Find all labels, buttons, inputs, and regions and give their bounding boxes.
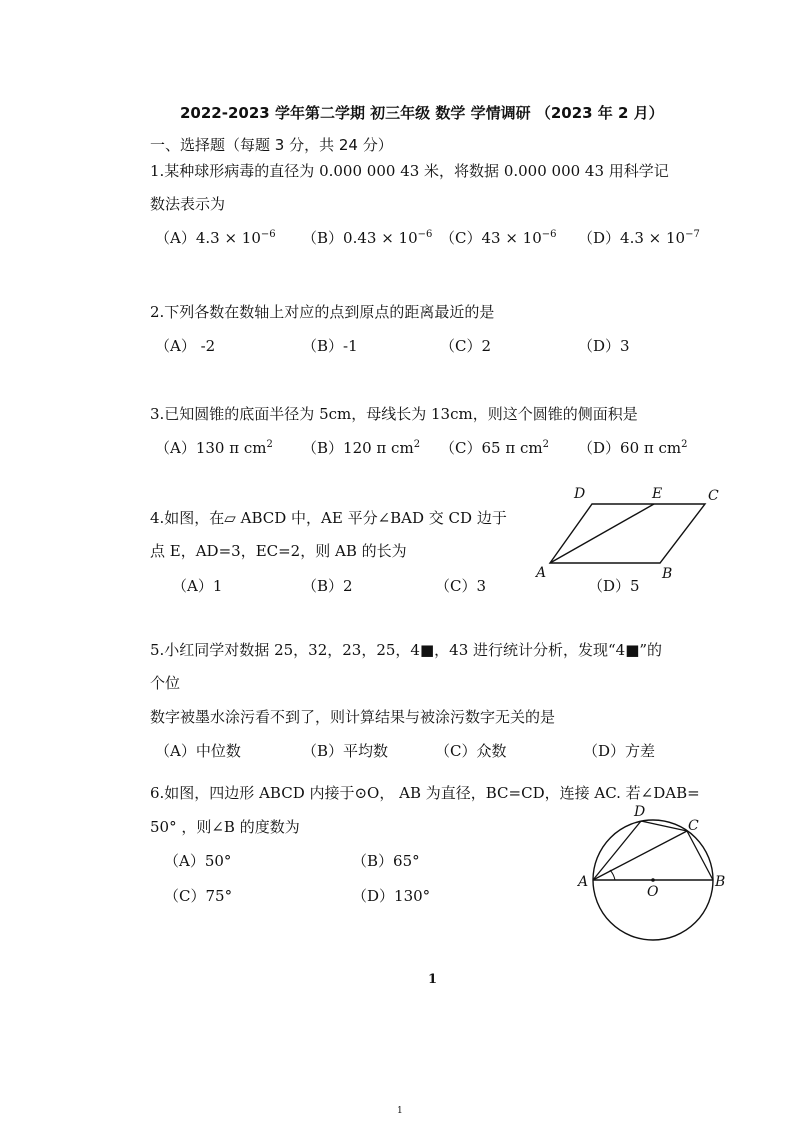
vertex-label-a: A [536,565,547,581]
page-number: 1 [428,972,438,987]
question-5-line-1: 5.小红同学对数据 25，32，23，25，4■，43 进行统计分析，发现“4■”的 [150,641,663,659]
option-d: $(D)4.3 \times 10^{-7}$ [578,229,700,247]
option-d: （D）方差 [583,742,656,760]
option-c: （C）65 π $cm^2$ [440,439,549,457]
circle-figure [570,800,740,960]
angle-mark [610,870,615,880]
vertex-label-d: D [574,486,586,502]
option-b: （B）平均数 [302,742,389,760]
option-c: （C）2 [440,337,492,355]
option-c: （C）75° [164,887,233,905]
option-b: （B）2 [302,577,353,595]
vertex-label-c: C [688,818,699,834]
question-3-stem: 3.已知圆锥的底面半径为 5cm，母线长为 13cm，则这个圆锥的侧面积是 [150,405,638,423]
center-point-o [651,878,655,882]
option-c: $(C)43 \times 10^{-6}$ [440,229,557,247]
option-d: （D）60 π $cm^2$ [578,439,688,457]
option-a: （A）1 [172,577,223,595]
chord-ac [593,831,687,880]
option-b: （B）65° [352,852,420,870]
option-d: （D）5 [588,577,640,595]
option-b: （B）120 π $cm^2$ [302,439,421,457]
question-1-line-2: 数法表示为 [150,195,226,213]
exam-title: 2022-2023 学年第二学期 初三年级 数学 学情调研 （2023 年 2 月） [180,104,664,122]
segment-ae [550,504,654,563]
parallelogram-abcd [550,504,705,563]
option-c: （C）众数 [435,742,507,760]
vertex-label-a: A [578,874,589,890]
option-a: （A）50° [164,852,232,870]
vertex-label-c: C [708,488,719,504]
option-d: （D）130° [352,887,431,905]
question-1-line-1: 1.某种球形病毒的直径为 0.000 000 43 米，将数据 0.000 000 43 用科学记 [150,162,669,180]
option-b: $(B)0.43 \times 10^{-6}$ [302,229,433,247]
option-c: （C）3 [435,577,487,595]
option-a: （A） -2 [155,337,216,355]
question-5-line-2: 个位 [150,674,181,692]
question-5-line-3: 数字被墨水涂污看不到了，则计算结果与被涂污数字无关的是 [150,708,556,726]
vertex-label-b: B [662,566,673,582]
question-4-line-2: 点 E，AD=3，EC=2，则 AB 的长为 [150,542,407,560]
option-a: $(A)4.3 \times 10^{-6}$ [155,229,276,247]
option-a: （A）130 π $cm^2$ [155,439,273,457]
question-2-stem: 2.下列各数在数轴上对应的点到原点的距离最近的是 [150,303,495,321]
question-6-line-2: 50° ，则∠B 的度数为 [150,818,300,836]
option-d: （D）3 [578,337,630,355]
small-page-number: 1 [397,1106,403,1116]
question-6-line-1: 6.如图，四边形 ABCD 内接于⊙O， AB 为直径，BC=CD，连接 AC. 若∠DAB= [150,784,700,802]
parallelogram-figure [530,480,730,580]
vertex-label-b: B [715,874,726,890]
section-heading: 一、选择题（每题 3 分，共 24 分） [150,136,393,154]
question-4-line-1: 4.如图，在▱ ABCD 中，AE 平分∠BAD 交 CD 边于 [150,509,507,527]
chord-cb [687,831,713,880]
vertex-label-e: E [652,486,663,502]
vertex-label-d: D [634,804,646,820]
option-b: （B）-1 [302,337,358,355]
option-a: （A）中位数 [155,742,241,760]
center-label-o: O [647,884,659,900]
